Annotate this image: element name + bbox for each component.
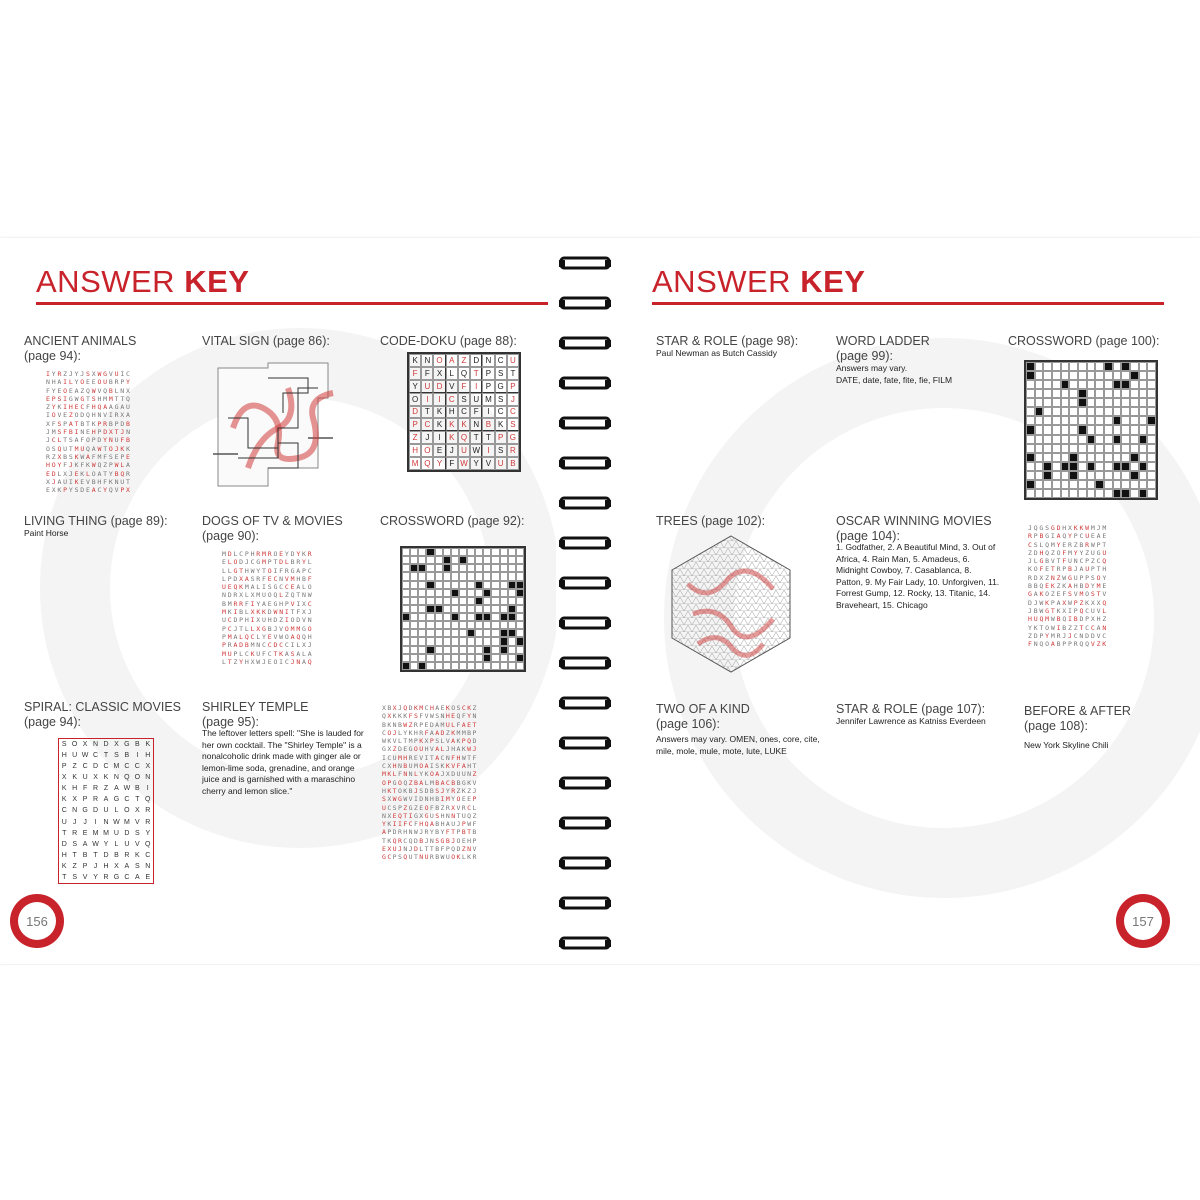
binding-ring xyxy=(559,816,611,830)
spiral-binding xyxy=(556,238,614,964)
living-thing-answer: Paint Horse xyxy=(24,528,69,538)
dogs-tv-title: DOGS OF TV & MOVIES (page 90): xyxy=(202,514,343,543)
page-number-badge: 157 xyxy=(1116,894,1170,948)
trees-title: TREES (page 102): xyxy=(656,514,766,528)
spiral-grid: S O X N D X G B K H U W C T S B I H P Z C D C M C C X X K U X K N Q O N K H F R Z A W B I K X P R A G C T Q C N G D U L O X R U J J I N W M V R T R E M M U D S Y D S A W Y L U V Q H T B T D B R K C K Z P J H X A S N T S V Y R G C A E xyxy=(58,738,154,884)
crossword-92-grid xyxy=(400,546,526,672)
vital-sign-maze xyxy=(208,358,338,493)
binding-ring xyxy=(559,736,611,750)
binding-ring xyxy=(559,896,611,910)
oscar-movies-title: OSCAR WINNING MOVIES (page 104): xyxy=(836,514,992,543)
ancient-animals-word-search: IYRZJYJSXWGVUIC NHAILYOEEOUBRPY FYEOEAZQWVQBLNX EPSIGWGTSHMMTTQ ZYKIHECFHQAAGAU IOVEZODQHNVIRXA XFSPATBTKPRBPDB JMSFBINEHPDXTJN JCLTSAFOPDYNUFB OSQUTMUQAWTOJKK RZXBSKWAFMFSEPE HOYFJKFKWQZPWLA EDLXJEKLOATYBQR XJAUIKEVBHFKNUT EXKPYSDEACYQVPX xyxy=(46,370,132,495)
star-role-107-title: STAR & ROLE (page 107): xyxy=(836,702,986,716)
binding-ring xyxy=(559,696,611,710)
crossword-100-grid xyxy=(1024,360,1158,500)
crossword-100-title: CROSSWORD (page 100): xyxy=(1008,334,1160,348)
two-of-a-kind-title: TWO OF A KIND (page 106): xyxy=(656,702,750,731)
page-title: ANSWER KEY xyxy=(652,264,866,299)
code-doku-grid: K N O A Z D N C U F F X L Q T P S T Y U D V F I P G P O I I C S U M S J D T K H C F I C C P C K K K N B K S Z J I K Q T T P G H O E J U W I S R M Q Y F W Y V U B xyxy=(407,352,521,472)
binding-ring xyxy=(559,456,611,470)
code-doku-title: CODE-DOKU (page 88): xyxy=(380,334,517,348)
dogs-tv-word-search: MDLCPHRMROEYDYKR ELODJCGMPTDLBRYL LLGTHWYTOIFRGAPC LPDXASRFECNVMHBF UEQKMALISGCCEALO NDRXLXMUOQLZQTNW BMRRFIYAEGHPVIXC MKIBLXKKDWNITFXJ UCDPHIXUHDZIODVN PCJTLLXGBJVOMMGO PMALQCLYEVWOAQQH PRADBMNCCDCCILXJ MUPLCKUFCTKASALA LTZYHXWJEOICJNAQ xyxy=(222,550,314,666)
living-thing-title: LIVING THING (page 89): xyxy=(24,514,168,528)
binding-ring xyxy=(559,376,611,390)
page-number-badge: 156 xyxy=(10,894,64,948)
binding-ring xyxy=(559,416,611,430)
ancient-animals-title: ANCIENT ANIMALS (page 94): xyxy=(24,334,137,363)
binding-ring xyxy=(559,296,611,310)
crossword-92-title: CROSSWORD (page 92): xyxy=(380,514,525,528)
star-role-98-answer: Paul Newman as Butch Cassidy xyxy=(656,348,777,358)
binding-ring xyxy=(559,576,611,590)
oscar-movies-answer: 1. Godfather, 2. A Beautiful Mind, 3. Out of Africa, 4. Rain Man, 5. Amadeus, 6. Midnight Cowboy, 7. Casablanca, 8. Patton, 9. My Fair Lady, 10. Unforgiven, 11. Forrest Gump, 12. Rocky, 13. Titanic, 14. Braveheart, 15. Chicago xyxy=(836,542,1000,610)
vital-sign-title: VITAL SIGN (page 86): xyxy=(202,334,330,348)
binding-ring xyxy=(559,776,611,790)
binding-ring xyxy=(559,936,611,950)
oscar-movies-word-search: JQGSGDHXKKWMJM RPBGIAQYPCUEAE CSLQMYERZBRWPT ZDHQZOFMYYZUGU JLGBVTFUNCPZCQ KOFETRPBJAUPTH RDXZNZWGUPPSOY BBQEKZKAHBDYME GAKOZEFSVMOSTV DJWKPAXWPZKXXQ JBWGTKXIPQCUVL HUQMWBQIBDPXHZ YKTOWIBZZTCCAN ZDPYMRJJCNDDVC FNQOABPPRQQVZK xyxy=(1028,524,1109,649)
title-rule xyxy=(652,302,1164,305)
binding-ring xyxy=(559,656,611,670)
word-ladder-title: WORD LADDER (page 99): xyxy=(836,334,930,363)
trees-hexagon-puzzle xyxy=(668,534,794,674)
left-page xyxy=(0,238,556,964)
star-role-107-answer: Jennifer Lawrence as Katniss Everdeen xyxy=(836,716,986,726)
before-after-title: BEFORE & AFTER (page 108): xyxy=(1024,704,1131,733)
word-ladder-answer: Answers may vary. DATE, date, fate, fite, fie, FILM xyxy=(836,363,953,385)
before-after-answer: New York Skyline Chili xyxy=(1024,740,1109,750)
binding-ring xyxy=(559,856,611,870)
star-role-98-title: STAR & ROLE (page 98): xyxy=(656,334,799,348)
shirley-temple-title: SHIRLEY TEMPLE (page 95): xyxy=(202,700,309,729)
shirley-temple-answer: The leftover letters spell: "She is lauded for her own cocktail. The "Shirley Temple" is a nonalcoholic drink made with ginger ale or lemon-lime soda, grenadine, and orange juice and is garnished with a maraschino cherry and lemon slice." xyxy=(202,728,364,796)
binding-ring xyxy=(559,536,611,550)
title-rule xyxy=(36,302,548,305)
binding-ring xyxy=(559,336,611,350)
spiral-title: SPIRAL: CLASSIC MOVIES (page 94): xyxy=(24,700,181,729)
binding-ring xyxy=(559,616,611,630)
two-of-a-kind-answer: Answers may vary. OMEN, ones, core, cite, mile, mole, mule, mote, lute, LUKE xyxy=(656,734,820,756)
shirley-temple-word-search: XBXJQDKMCHAEKOSCKZ QXKKKFSFVWSNHEQFYN BKNBWZRPEDAMULFAET COJLYKHRFAADZKMMBP WKVLTMPKXPSLVAKPQD GXZDEGOUHVALJHAKWJ ICUMHREVITACNFHWTF CXHNBUMOAISKKVFAHT MKLFNNLYKOAJXDUUNZ OPGOQZBALMBACBBGKV HKTOKBJSDBSJYRZKZJ SXWGWVIDNHBIMYOEEP UCSPZGZEOFBZRXVRCL NXEQTIGXGUSHNNTUQZ YKIIFCFHQABHAUJPWF APDRHNWJRYBYFTPBTB TKQRCQDBJNSGBJOEHP EXUJNJDLTTBFPQDZNV GCPSQUTNURBWUOKLKR xyxy=(382,704,478,862)
right-page xyxy=(614,238,1200,964)
binding-ring xyxy=(559,496,611,510)
page-title: ANSWER KEY xyxy=(36,264,250,299)
binding-ring xyxy=(559,256,611,270)
